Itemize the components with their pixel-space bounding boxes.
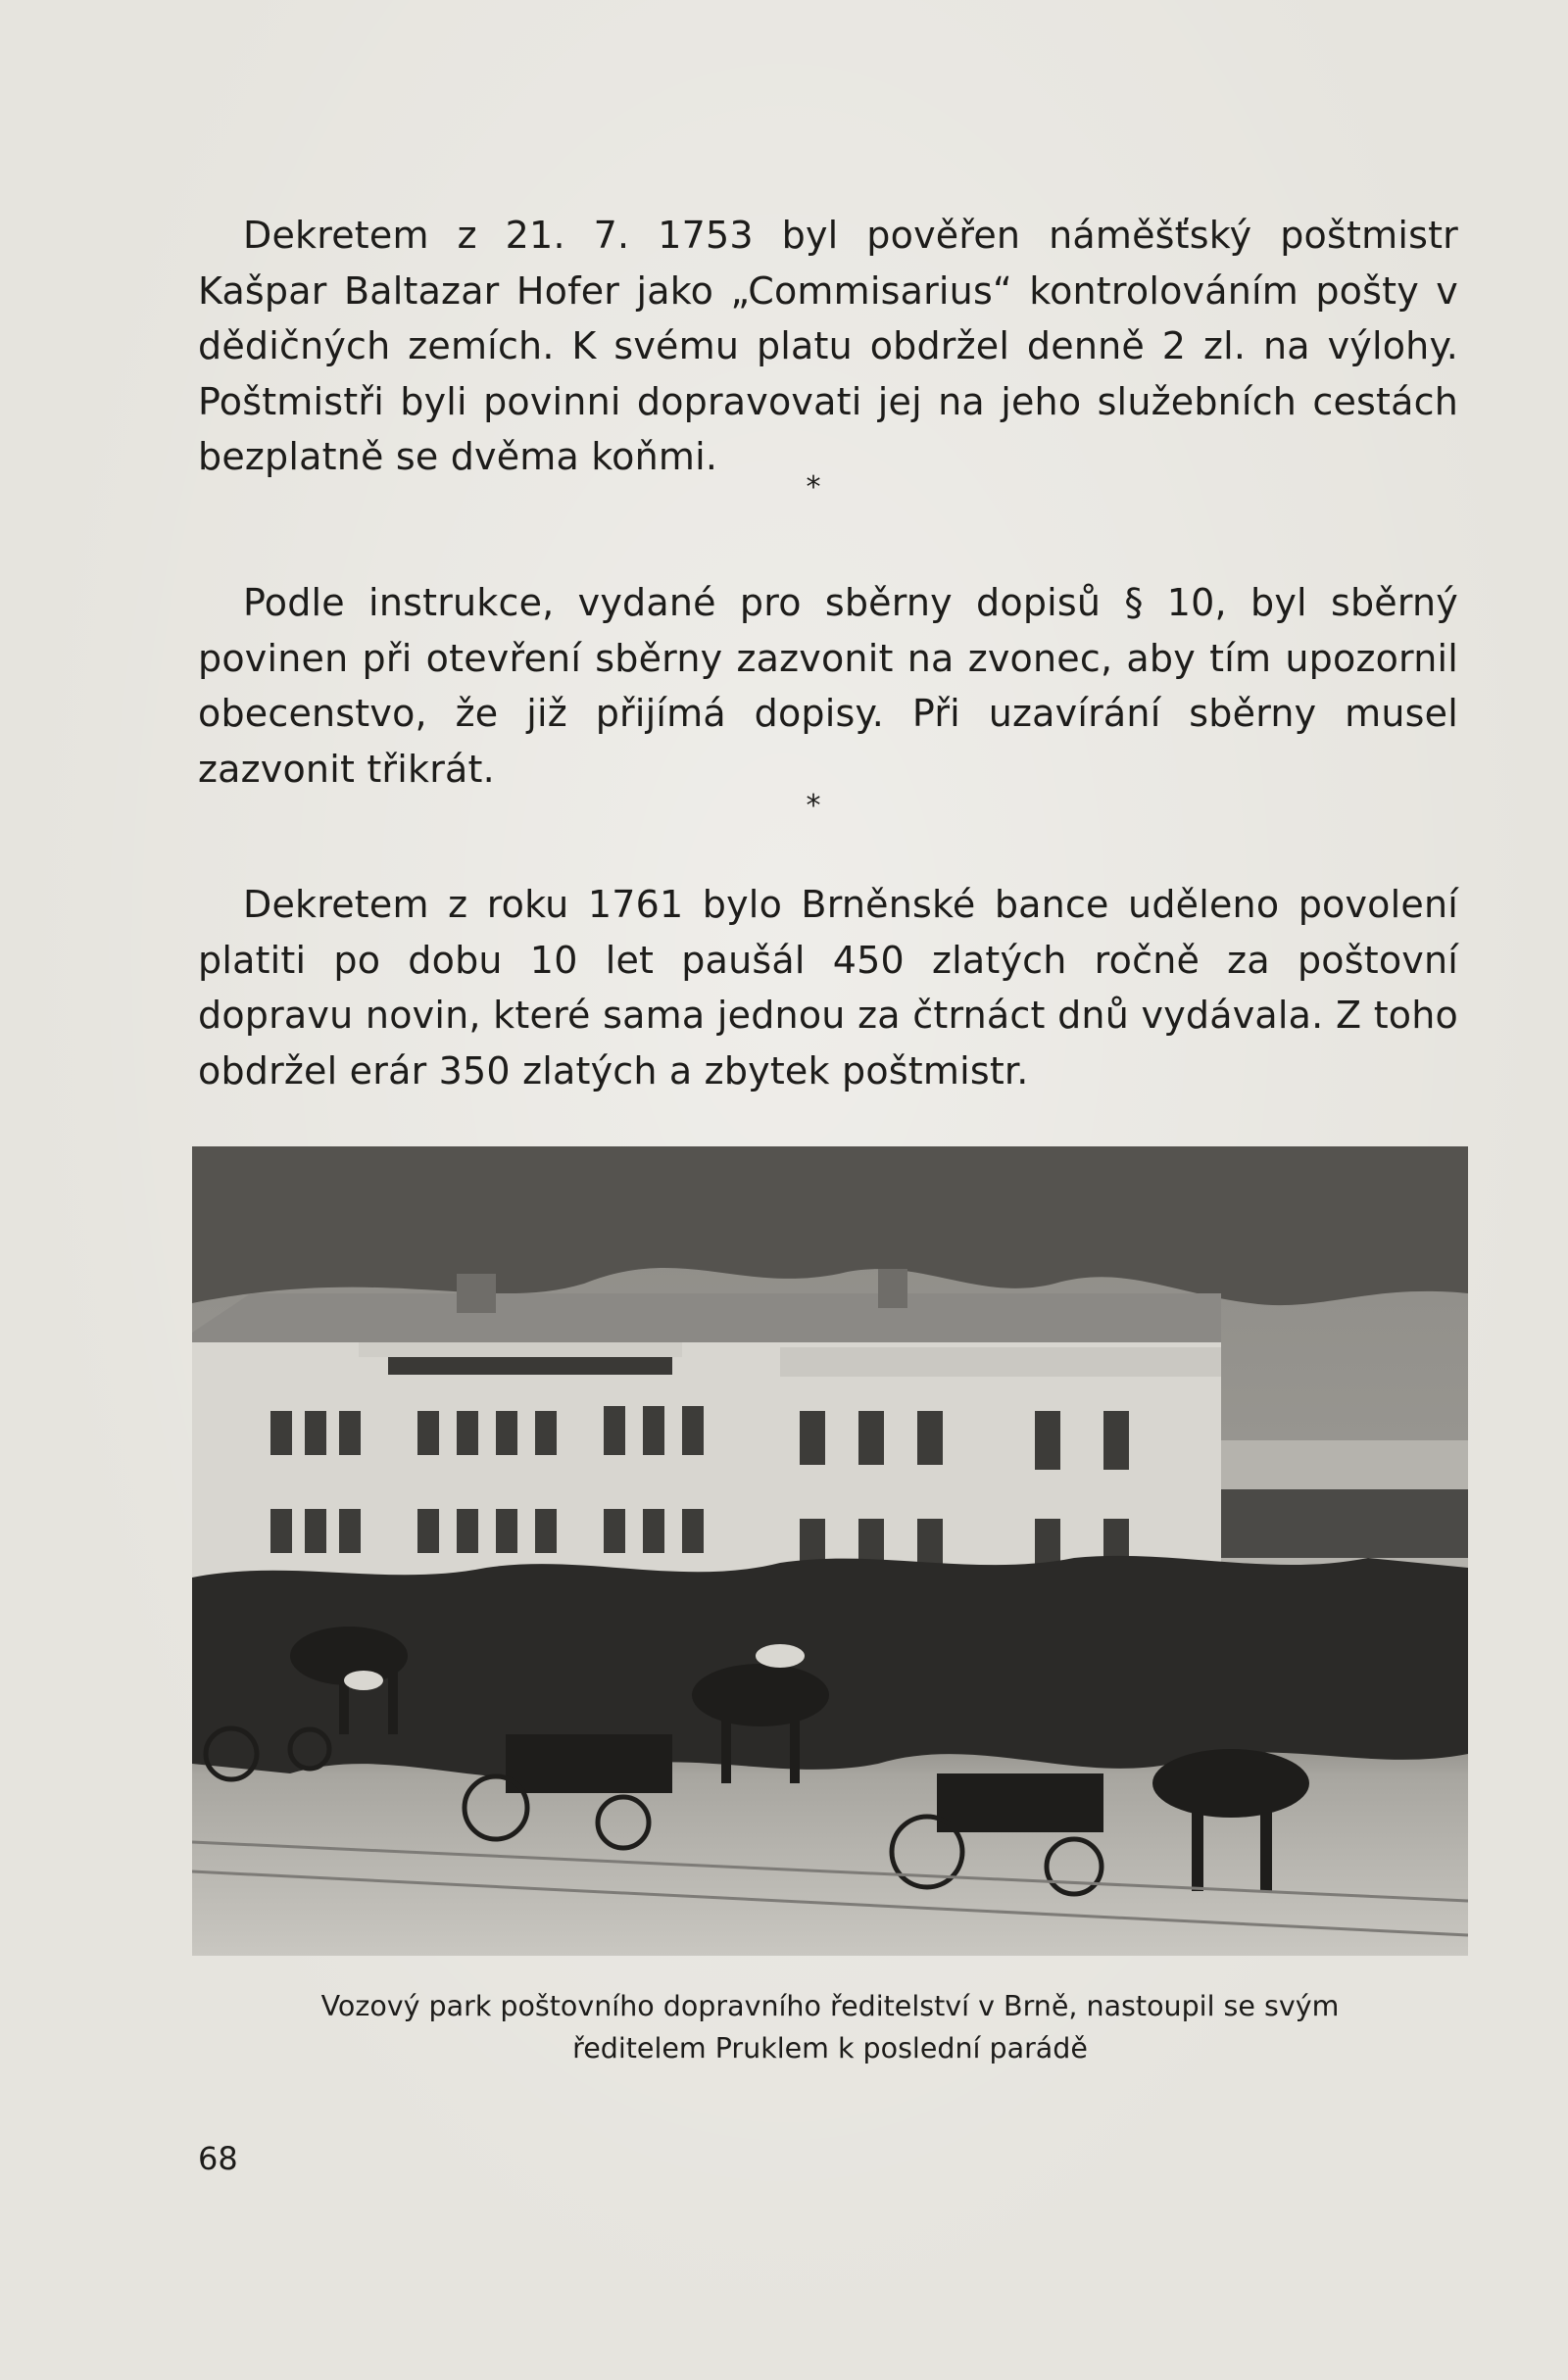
caption-line: ředitelem Pruklem k poslední parádě	[572, 2032, 1088, 2064]
section-separator-star: *	[806, 470, 821, 505]
photo-illustration	[192, 1146, 1468, 1956]
caption-line: Vozový park poštovního dopravního ředitelství v Brně, nastoupil se svým	[320, 1990, 1340, 2022]
paragraph-text: Dekretem z 21. 7. 1753 byl pověřen náměšťský poštmistr Kašpar Baltazar Hofer jako „Commisarius“ kontrolováním pošty v dědičných zemích. K svému platu obdržel denně 2 zl. na výlohy. Poštmistři byli povinni dopravovati jej na jeho služebních cestách bezplatně se dvěma koňmi.	[198, 214, 1458, 478]
paragraph-text: Dekretem z roku 1761 bylo Brněnské bance uděleno povolení platiti po dobu 10 let paušál 450 zlatých ročně za poštovní dopravu novin, které sama jednou za čtrnáct dnů vydávala. Z toho obdržel erár 350 zlatých a zbytek poštmistr.	[198, 883, 1458, 1093]
paragraph-collection-office-instruction	[198, 575, 1458, 797]
photo-caption	[192, 1985, 1468, 2069]
paragraph-brno-bank-decree	[198, 877, 1458, 1098]
page-number: 68	[198, 2140, 238, 2177]
section-separator-star: *	[806, 789, 821, 823]
historical-photo	[192, 1146, 1468, 1956]
paragraph-hofer-decree	[198, 208, 1458, 485]
paragraph-text: Podle instrukce, vydané pro sběrny dopisů § 10, byl sběrný povinen při otevření sběrny zazvonit na zvonec, aby tím upozornil obecenstvo, že již přijímá dopisy. Při uzavírání sběrny musel zazvonit třikrát.	[198, 581, 1458, 791]
